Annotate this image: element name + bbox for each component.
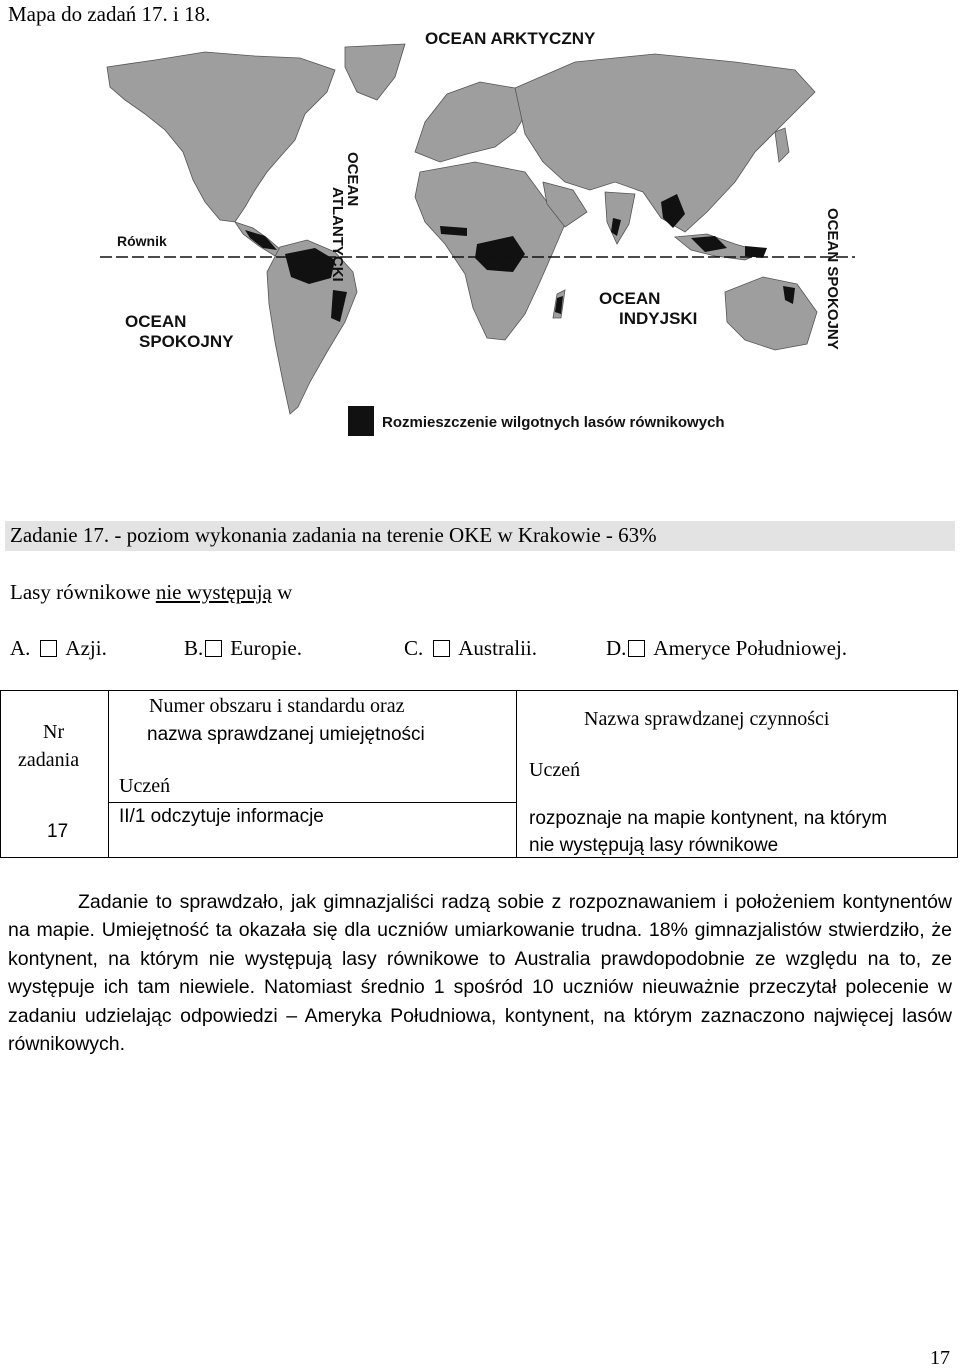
col-skill-sub: Uczeń <box>119 775 171 797</box>
pacific-ocean-left-label-2: SPOKOJNY <box>139 332 234 351</box>
description-paragraph: Zadanie to sprawdzało, jak gimnazjaliści radzą sobie z rozpoznawaniem i położeniem kontynentów na mapie. Umiejętność ta okazała się dla uczniów umiarkowanie trudna. 18% gimnazjalistów stwierdziło, że kontynent, na którym nie występują lasy równikowe to Australia prawdopodobnie ze względu na to, ze występuje ich tam niewiele. Natomiast średnio 1 spośród 10 uczniów nieuważnie przeczytał polecenie w zadaniu udzielając odpowiedzi – Ameryka Południowa, kontynent, na którym zaznaczono najwięcej lasów równikowych. <box>8 891 952 1056</box>
map-title: Mapa do zadań 17. i 18. <box>8 2 211 26</box>
option-d[interactable] <box>606 636 847 661</box>
pacific-ocean-right-label: OCEAN SPOKOJNY <box>824 208 841 350</box>
option-c-letter: C. <box>404 636 424 660</box>
question-suffix: w <box>277 580 293 604</box>
pacific-ocean-left-label-1: OCEAN <box>125 312 187 331</box>
japan <box>775 128 789 162</box>
option-b-checkbox[interactable] <box>205 640 222 657</box>
skills-table <box>0 690 958 858</box>
option-c[interactable] <box>404 636 537 661</box>
col-skill-header-1: Numer obszaru i standardu oraz <box>149 695 405 717</box>
atlantic-ocean-label-1: OCEAN <box>344 152 361 207</box>
question-underlined: nie występują <box>155 580 272 604</box>
option-d-letter: D. <box>606 636 627 660</box>
india <box>605 192 635 244</box>
table-divider <box>108 691 109 857</box>
indian-ocean-label-2: INDYJSKI <box>619 309 698 328</box>
task-header: Zadanie 17. - poziom wykonania zadania na terenie OKE w Krakowie - 63% <box>10 523 657 547</box>
option-b[interactable] <box>184 636 302 661</box>
legend-label: Rozmieszczenie wilgotnych lasów równikowych <box>382 414 725 431</box>
col-activity-header: Nazwa sprawdzanej czynności <box>584 708 830 730</box>
europe <box>415 82 527 162</box>
option-d-checkbox[interactable] <box>628 640 645 657</box>
col-skill-header-2: nazwa sprawdzanej umiejętności <box>147 724 425 745</box>
legend-swatch <box>348 406 374 436</box>
page-number: 17 <box>930 1347 950 1369</box>
north-america <box>107 52 335 222</box>
row-activity-line-1: rozpoznaje na mapie kontynent, na którym <box>529 808 888 829</box>
arctic-ocean-label: OCEAN ARKTYCZNY <box>425 29 596 48</box>
option-a-text: Azji. <box>65 636 107 660</box>
option-d-text: Ameryce Południowej. <box>653 636 848 660</box>
option-b-text: Europie. <box>230 636 302 660</box>
col-nr-header-2: zadania <box>18 749 80 771</box>
question-text <box>10 580 292 605</box>
option-a-letter: A. <box>10 636 31 660</box>
col-nr-header-1: Nr <box>43 721 65 743</box>
row-activity-line-2: nie występują lasy równikowe <box>529 835 779 856</box>
col-activity-sub: Uczeń <box>529 759 581 781</box>
table-divider <box>108 802 516 803</box>
option-c-checkbox[interactable] <box>433 640 450 657</box>
row-task-number: 17 <box>47 821 69 842</box>
question-prefix: Lasy równikowe <box>10 580 151 604</box>
australia <box>725 277 817 350</box>
equator-label: Równik <box>117 233 167 249</box>
option-b-letter: B. <box>184 636 204 660</box>
row-skill: II/1 odczytuje informacje <box>119 806 324 827</box>
table-divider <box>516 691 517 857</box>
map-legend <box>348 406 725 436</box>
option-a-checkbox[interactable] <box>40 640 57 657</box>
greenland <box>345 44 405 100</box>
indian-ocean-label-1: OCEAN <box>599 289 661 308</box>
description <box>8 888 952 1058</box>
world-map <box>95 22 860 447</box>
option-a[interactable] <box>10 636 107 661</box>
atlantic-ocean-label-2: ATLANTYCKI <box>329 187 346 282</box>
option-c-text: Australii. <box>458 636 538 660</box>
